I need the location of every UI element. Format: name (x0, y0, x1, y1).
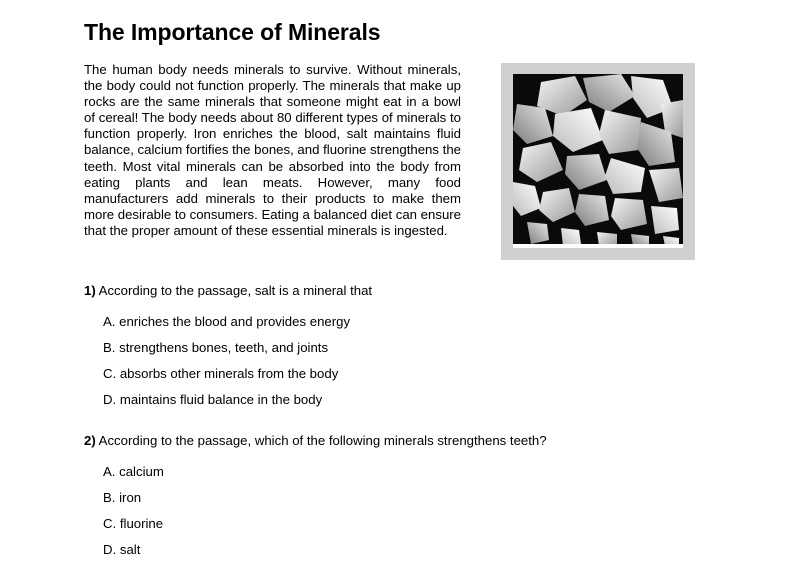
page-title: The Importance of Minerals (84, 19, 381, 45)
question-2-choice-b[interactable]: B. iron (103, 490, 142, 505)
reading-passage: The human body needs minerals to survive. Without minerals, the body could not function properly. The minerals that make up rocks are the same minerals that someone might eat in a bowl of cereal! The body needs about 80 different types of minerals to function properly. Iron enriches the blood, salt maintains fluid balance, calcium fortifies the bones, and fluorine strengthens the teeth. Most vital minerals can be absorbed into the body from eating plants and lean meats. However, many food manufacturers add minerals to their products to make them more desirable to consumers. Eating a balanced diet can ensure that the proper amount of these essential minerals is ingested. (84, 62, 461, 238)
question-1-choices (103, 313, 350, 417)
question-2-choice-a[interactable]: A. calcium (103, 464, 164, 479)
salt-crystals-photo-frame (501, 63, 695, 260)
question-2-choice-c[interactable]: C. fluorine (103, 516, 164, 531)
question-1-choice-c[interactable]: C. absorbs other minerals from the body (103, 366, 339, 381)
question-1-text: According to the passage, salt is a mineral that (98, 283, 373, 298)
salt-crystals-photo (513, 74, 683, 248)
question-2-choice-d[interactable]: D. salt (103, 542, 141, 557)
question-2-text: According to the passage, which of the following minerals strengthens teeth? (98, 433, 547, 448)
question-1-choice-d[interactable]: D. maintains fluid balance in the body (103, 392, 323, 407)
question-2-choices (103, 463, 164, 567)
question-1 (84, 282, 372, 299)
question-2-number: 2) (84, 433, 96, 448)
question-1-number: 1) (84, 283, 96, 298)
question-1-choice-a[interactable]: A. enriches the blood and provides energy (103, 314, 351, 329)
question-1-choice-b[interactable]: B. strengthens bones, teeth, and joints (103, 340, 329, 355)
question-2 (84, 432, 547, 449)
